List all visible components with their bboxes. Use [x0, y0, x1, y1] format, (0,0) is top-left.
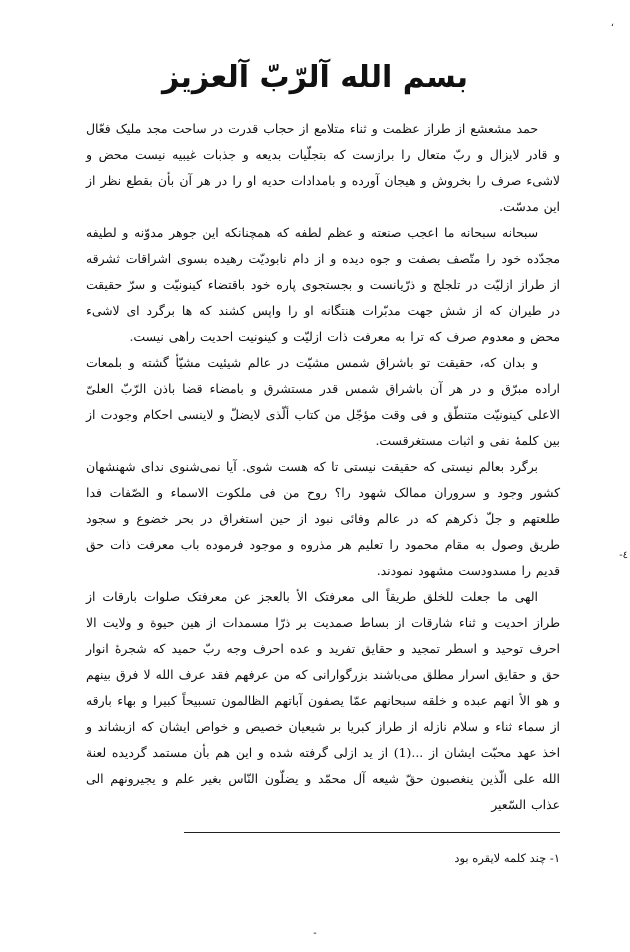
- paragraph: حمد مشعشع از طراز عظمت و ثناء متلامع از حجاب قدرت در ساحت مجد ملیک فعّال و قادر لایزال و ربّ متعال را برازست که بتجلّیات بدیعه و جذبات غیبیه نیست محض و لاشیء صرف را بخروش و هیجان آورده و بامدادات حدیه او را در هر آن بأن بقطع نظر از این مدسّت.: [86, 121, 560, 214]
- paragraph: سبحانه سبحانه ما اعجب صنعته و عظم لطفه که همچنانکه این جوهر مدوّنه و لطیفه مجدّده خود را متّصف بصفت و جوه دیده و از دام نابودیّت رهیده بسوی اشراقات ثشرقه از طراز ازلیّت در تلجلج و ذرّیانست و بجستجوی پاره خود باقتضاء کینونیّت و سرّ حقیقت در طیران که از شش جهت مدبّرات هنتگانه او را واپس کشند که ها برگرد ای لاشیء محض و معدوم صرف که ترا به معرفت ذات ازلیّت و کینونیت احدیت راهی نیست.: [86, 225, 560, 344]
- corner-mark: ،: [610, 18, 614, 29]
- margin-mark: -٤: [619, 550, 628, 561]
- page-number: -: [313, 928, 317, 939]
- footnote-divider: [184, 832, 560, 833]
- paragraph: و بدان که، حقیقت تو باشراق شمس مشیّت در عالم شیئیت مشیّأ گشته و بلمعات اراده مبرّق و در هر آن باشراق شمس قدر مستشرق و بامضاء قضا باذن الرّبّ العلیّ الاعلی کینونیّت متنطّق و فی وقت مؤجّل من کتاب ألّذی لایضلّ و لاینسی احکام وجودت از بین کلمهٔ نفی و اثبات مستغرقست.: [86, 355, 560, 448]
- paragraph: برگرد بعالم نیستی که حقیقت نیستی تا که هست شوی. آیا نمی‌شنوی ندای شهنشهان کشور وجود و سروران ممالک شهود را؟ روح من فی ملکوت الاسماء و الصّفات فدا طلعتهم و جلّ ذکرهم که در عالم وفائی نبود از حین استغراق در بحر خضوع و سجود طریق وصول به مقام محمود را تعلیم هر مذروه و موجود فرموده باب معرفت ذات حق قدیم را مسدودست مشهود نمودند.: [86, 459, 560, 578]
- footnote: ۱- چند کلمه لایقره بود: [454, 851, 560, 865]
- body-text: [86, 116, 560, 818]
- page-title: بسم الله آلرّبّ آلعزیز: [161, 60, 469, 95]
- paragraph: الهی ما جعلت للخلق طریقاً الی معرفتک الأ بالعجز عن معرفتک صلوات بارقات از طراز احدیت و ثناء شارقات از بساط صمدیت بر ذرّا مسمدات از هین حیوة و ولایت الا احرف توحید و اسطر تمجید و حقایق تفرید و عده احرف وجه ربّ حمید که شجرهٔ انوار حق و حقایق اسرار مطلق می‌باشند بزرگوارانی که من عرفهم فقد عرف الله لا فرق بینهم و هو الأ انهم عبده و خلقه سبحانهم عمّا یصفون آباتهم الظالمون تسبیحاً کبیرا و بهاء بارقه از سماء ثناء و سلام نازله از طراز کبریا بر شیعیان خصیص و خواص ایشان که ازبشاند و اخذ عهد محبّت ایشان از ...(1) از ید ازلی گرفته شده و این هم بأن مستمد گردیده لعنة الله علی الّذین ینغصبون حقّ شیعه آل محمّد و یضلّون النّاس بغیر علم و یجیرونهم الی عذاب السّعیر: [86, 589, 561, 812]
